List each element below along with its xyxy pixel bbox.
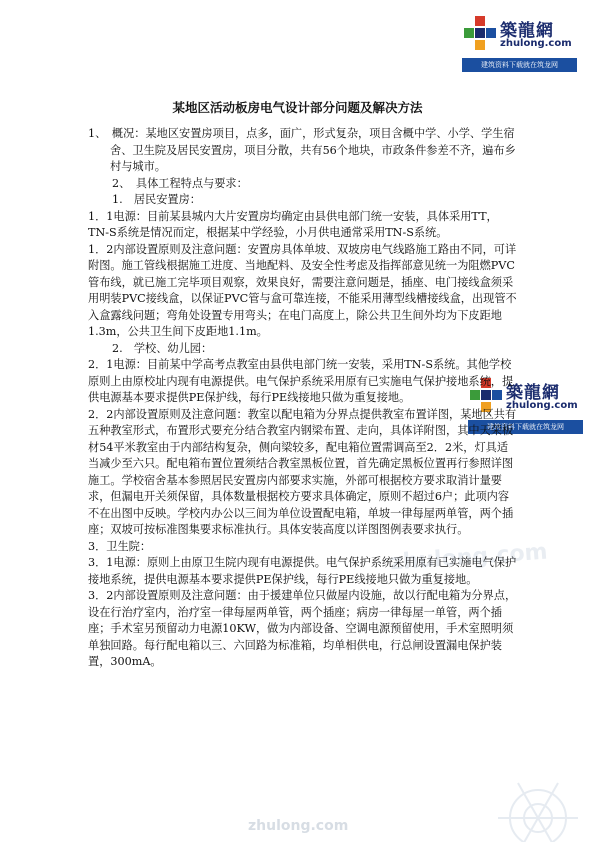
logo-url: zhulong.com (500, 38, 572, 49)
paragraph: 1．2内部设置原则及注意问题：安置房具体单坡、双坡房电气线路施工路由不同，可详附图。施工管线根据施工进度、当地配料、及安全性考虑及指挥部意见统一为阻燃PVC管布线，就已施工完毕项目观察，效果良好，需要注意问题是，插座、电门接线盒须采用明装PVC接线盒，以保证PVC管与盒可靠连接，不能采用薄型线槽接线盒，出现管不入盒露线问题；弯角处设置专用弯头；在电门高度上，除公共卫生间外均为下皮距地1.3m，公共卫生间下皮距地1.1m。 (88, 242, 517, 338)
paragraph: 2．2内部设置原则及注意问题：教室以配电箱为分界点提供教室布置详图，某地区共有五种教室形式，布置形式要充分结合教室内钢梁布置、走向，具体详附图，其中天荣板材54平米教室由于内部结构复杂，侧向梁较多，配电箱位置需调高至2．2米，灯具适当减少至六只。配电箱布置位置须结合教室黑板位置，首先确定黑板位置再行参照详图施工。学校宿舍基本参照居民安置房内部要求实施，外部可根据校方要求取消计量要求，但漏电开关须保留，具体数量根据校方要求具体确定，原则不超过6户；此项内容不在出图中反映。学校内办公以三间为单位设置配电箱，单坡一律每屋两单管，两个插座；双坡可按标准图集要求标准执行。具体安装高度以详图图例表要求执行。 (88, 407, 517, 536)
paragraph: 3．1电源：原则上由原卫生院内现有电源提供。电气保护系统采用原有已实施电气保护接地系统，提供电源基本要求提供PE保护线，每行PE线接地只做为重复接地。 (88, 556, 517, 586)
document-title: 某地区活动板房电气设计部分问题及解决方法 (172, 100, 423, 116)
paragraph: 2．1电源：目前某中学高考点教室由县供电部门统一安装，采用TN-S系统。其他学校原则上由原校址内现有电源提供。电气保护系统采用原有已实施电气保护接地系统，提供电源基本要求提供PE保护线，每行PE线接地只做为重复接地。 (88, 358, 514, 404)
paragraph: 1. 居民安置房： (112, 193, 201, 206)
watermark-mid: zhulong.com (389, 539, 549, 576)
document-body (88, 126, 518, 671)
logo-name: 築龍網 (500, 21, 554, 41)
zhulong-logo-icon (462, 16, 498, 56)
logo-slogan: 建筑资料下载就在筑龙网 (462, 58, 577, 72)
site-logo (462, 14, 577, 76)
paragraph: 1．1电源：目前某县城内大片安置房均确定由县供电部门统一安装，具体采用TT，TN-S系统是情况而定，根据某中学经验，小月供电通常采用TN-S系统。 (88, 209, 498, 239)
paragraph: 1、 概况：某地区安置房项目，点多，面广，形式复杂，项目含概中学、小学、学生宿舍、卫生院及居民安置房，项目分散，共有56个地块，市政条件参差不齐，遍布乡村与城市。 (88, 127, 516, 173)
logo-name: 築龍網 (506, 383, 560, 403)
snowflake-decoration-icon (468, 748, 595, 842)
paragraph: 3．2内部设置原则及注意问题：由于援建单位只做屋内设施，故以行配电箱为分界点，设在行治疗室内，治疗室一律每屋两单管，两个插座；病房一律每屋一单管，两个插座；手术室另预留动力电源10KW，做为内部设备、空调电源预留使用，手术室照明须单独回路。每行配电箱以三、六回路为标准箱，均单相供电，行总闸设置漏电保护装置，300mA。 (88, 589, 517, 668)
watermark-bottom: zhulong.com (248, 818, 349, 834)
paragraph: 2. 学校、幼儿园： (112, 341, 213, 355)
logo-url: zhulong.com (506, 400, 578, 411)
logo-slogan: 建筑资料下载就在筑龙网 (468, 420, 583, 434)
paragraph: 3．卫生院： (88, 539, 152, 553)
paragraph: 2、 具体工程特点与要求： (112, 176, 248, 190)
